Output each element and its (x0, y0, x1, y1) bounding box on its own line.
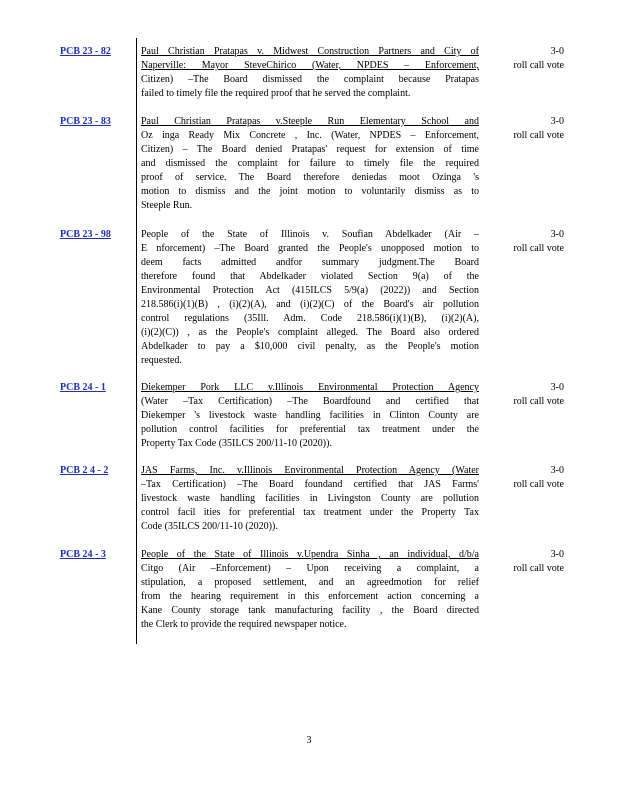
case-description (141, 45, 479, 101)
case-description (141, 381, 479, 451)
case-text-line: requested. (141, 355, 182, 366)
case-description (141, 228, 479, 368)
page-number: 3 (306, 735, 312, 746)
vote-count: 3-0 (550, 46, 564, 57)
case-text-line: People of the State of Illinois v. Soufian Abdelkader (Air – (141, 229, 479, 240)
case-text-line: Kane County storage tank manufacturing facility , the Board directed (141, 605, 479, 616)
vote-count: 3-0 (550, 549, 564, 560)
case-text-line: from the hearing requirement in this enforcement action concerning a (141, 591, 479, 602)
case-number-link[interactable]: PCB 24 - 3 (60, 549, 106, 560)
vote-result (500, 381, 564, 409)
case-text-line: Property Tax Code (35ILCS 200/11-10 (2020)). (141, 438, 332, 449)
case-text-line: –Tax Certification) –The Board foundand certified that JAS Farms' (141, 479, 479, 490)
case-title-line: Paul Christian Pratapas v. Midwest Construction Partners and City of (141, 46, 479, 57)
case-number-link[interactable]: PCB 23 - 98 (60, 229, 111, 240)
vertical-rule (136, 38, 137, 644)
vote-label: roll call vote (513, 563, 564, 574)
vote-result (500, 115, 564, 143)
case-description (141, 464, 479, 534)
case-text-line: Steeple Run. (141, 200, 193, 211)
vote-count: 3-0 (550, 116, 564, 127)
case-text-line: Citizen) – The Board denied Pratapas' request for extension of time (141, 144, 479, 155)
case-number-link[interactable]: PCB 23 - 82 (60, 46, 111, 57)
case-text-line: and dismissed the complaint for failure to timely file the required (141, 158, 479, 169)
vote-label: roll call vote (513, 479, 564, 490)
case-text-line: therefore found that Abdelkader violated Section 9(a) of the (141, 271, 479, 282)
vote-count: 3-0 (550, 382, 564, 393)
case-text-line: control regulations (35Ill. Adm. Code 218.586(i)(1)(B), (i)(2)(A), (141, 313, 479, 324)
vote-label: roll call vote (513, 130, 564, 141)
case-text-line: failed to timely file the required proof that he served the complaint. (141, 88, 411, 99)
case-text-line: Citizen) –The Board dismissed the complaint because Pratapas (141, 74, 479, 85)
case-text-line: Naperville: Mayor SteveChirico (Water, NPDES – Enforcement, (141, 60, 479, 71)
vote-result (500, 45, 564, 73)
case-text-line: Citgo (Air –Enforcement) – Upon receiving a complaint, a (141, 563, 479, 574)
case-text-line: control facil ities for preferential tax treatment under the Property Tax (141, 507, 479, 518)
case-text-line: (Water –Tax Certification) –The Boardfound and certified that (141, 396, 479, 407)
vote-label: roll call vote (513, 243, 564, 254)
case-title-line: Diekemper Pork LLC v.Illinois Environmental Protection Agency (141, 382, 479, 393)
case-title-line: Paul Christian Pratapas v.Steeple Run Elementary School and (141, 116, 479, 127)
case-text-line: E nforcement) –The Board granted the People's unopposed motion to (141, 243, 479, 254)
case-text-line: the Clerk to provide the required newspaper notice. (141, 619, 347, 630)
case-number-link[interactable]: PCB 2 4 - 2 (60, 465, 109, 476)
case-text-line: pollution control facilities for preferential tax treatment under the (141, 424, 479, 435)
case-text-line: motion to dismiss and the joint motion to voluntarily dismiss as to (141, 186, 479, 197)
case-number-link[interactable]: PCB 23 - 83 (60, 116, 111, 127)
case-description (141, 115, 479, 213)
case-text-line: 218.586(i)(1)(B) , (i)(2)(A), and (i)(2)(C) of the Board's air pollution (141, 299, 479, 310)
case-text-line: stipulation, a proposed settlement, and an agreedmotion for relief (141, 577, 479, 588)
case-text-line: Abdelkader to pay a $10,000 civil penalty, as the People's motion (141, 341, 479, 352)
vote-count: 3-0 (550, 229, 564, 240)
case-title-line: People of the State of Illinois v.Upendra Sinha , an individual, d/b/a (141, 549, 479, 560)
vote-count: 3-0 (550, 465, 564, 476)
case-number-link[interactable]: PCB 24 - 1 (60, 382, 106, 393)
vote-label: roll call vote (513, 396, 564, 407)
case-text-line: Environmental Protection Act (415ILCS 5/9(a) (2022)) and Section (141, 285, 479, 296)
vote-result (500, 464, 564, 492)
case-text-line: proof of service. The Board therefore deniedas moot Ozinga 's (141, 172, 479, 183)
case-text-line: Oz inga Ready Mix Concrete , Inc. (Water, NPDES – Enforcement, (141, 130, 479, 141)
case-text-line: (i)(2)(C)) , as the People's complaint alleged. The Board also ordered (141, 327, 479, 338)
case-text-line: livestock waste handling facilities in Livingston County are pollution (141, 493, 479, 504)
vote-label: roll call vote (513, 60, 564, 71)
vote-result (500, 228, 564, 256)
case-title-line: JAS Farms, Inc. v.Illinois Environmental Protection Agency (Water (141, 465, 479, 476)
case-description (141, 548, 479, 632)
case-text-line: deem facts admitted andfor summary judgment.The Board (141, 257, 479, 268)
vote-result (500, 548, 564, 576)
case-text-line: Code (35ILCS 200/11-10 (2020)). (141, 521, 278, 532)
case-text-line: Diekemper 's livestock waste handling facilities in Clinton County are (141, 410, 479, 421)
